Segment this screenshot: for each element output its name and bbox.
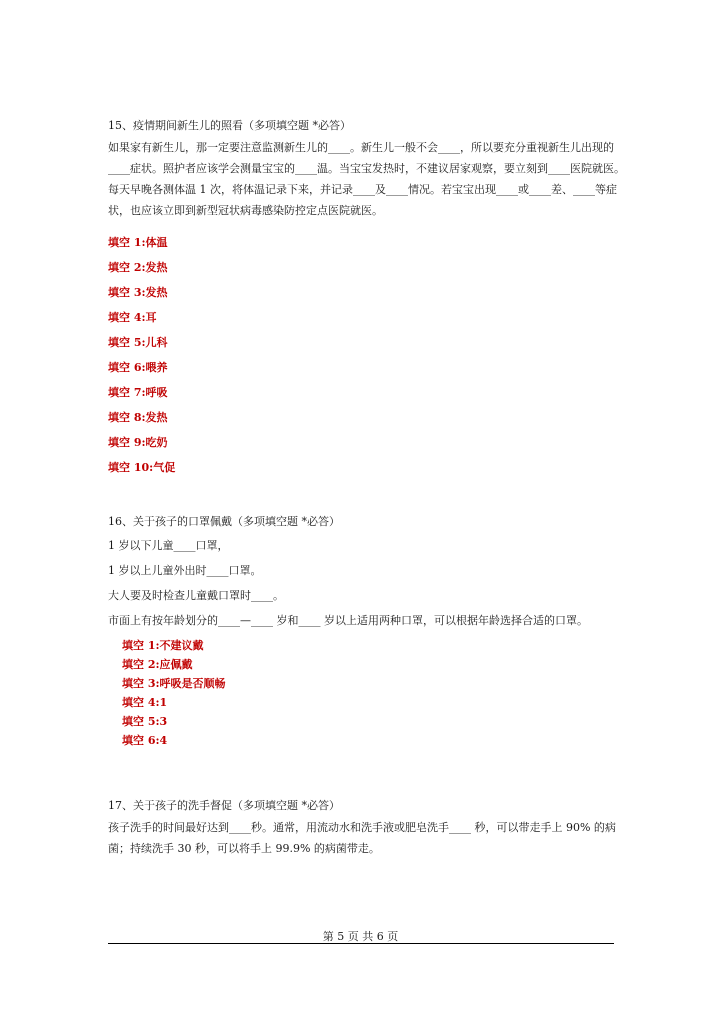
q16-answer-2: 填空 2:应佩戴 [122,658,193,671]
q15-answer-3: 填空 3:发热 [108,286,168,299]
q16-line: 1 岁以上儿童外出时____口罩。 [108,564,262,577]
q15-answer-10: 填空 10:气促 [108,461,176,474]
q16-answer-5: 填空 5:3 [122,715,168,728]
q15-body [108,137,625,221]
q15-title: 15、疫情期间新生儿的照看（多项填空题 *必答） [108,119,351,132]
q16-answer-1: 填空 1:不建议戴 [122,639,204,652]
q16-title: 16、关于孩子的口罩佩戴（多项填空题 *必答） [108,515,340,528]
q15-answer-1: 填空 1:体温 [108,236,168,249]
q17-title: 17、关于孩子的洗手督促（多项填空题 *必答） [108,799,340,812]
q15-answer-2: 填空 2:发热 [108,261,168,274]
q15-answer-8: 填空 8:发热 [108,411,168,424]
q16-line: 大人要及时检查儿童戴口罩时____。 [108,589,284,602]
q15-answer-7: 填空 7:呼吸 [108,386,168,399]
q17-line: 孩子洗手的时间最好达到____秒。通常，用流动水和洗手液或肥皂洗手____ 秒，可以带走手上 90% 的病 [108,821,616,834]
footer-divider [108,943,614,944]
q15-answer-9: 填空 9:吃奶 [108,436,168,449]
q15-answer-6: 填空 6:喂养 [108,361,168,374]
q17-line: 菌；持续洗手 30 秒，可以将手上 99.9% 的病菌带走。 [108,842,380,855]
page-number: 第 5 页 共 6 页 [322,930,399,943]
q16-answer-3: 填空 3:呼吸是否顺畅 [122,677,226,690]
q17-body [108,817,614,859]
q15-answer-5: 填空 5:儿科 [108,336,168,349]
q16-line: 1 岁以下儿童____口罩， [108,539,229,552]
q15-line: ____症状。照护者应该学会测量宝宝的____温。当宝宝发热时，不建议居家观察，要立刻到____医院就医。 [108,162,625,175]
q16-answer-6: 填空 6:4 [122,734,168,747]
q15-line: 状，也应该立即到新型冠状病毒感染防控定点医院就医。 [108,204,383,217]
q15-answer-4: 填空 4:耳 [108,311,157,324]
q16-line: 市面上有按年龄划分的____—____ 岁和____ 岁以上适用两种口罩，可以根据年龄选择合适的口罩。 [108,614,588,627]
q15-line: 如果家有新生儿，那一定要注意监测新生儿的____。新生儿一般不会____，所以要充分重视新生儿出现的 [108,141,614,154]
q16-answer-4: 填空 4:1 [122,696,168,709]
q15-line: 每天早晚各测体温 1 次，将体温记录下来，并记录____及____情况。若宝宝出现____或____差、____等症 [108,183,617,196]
